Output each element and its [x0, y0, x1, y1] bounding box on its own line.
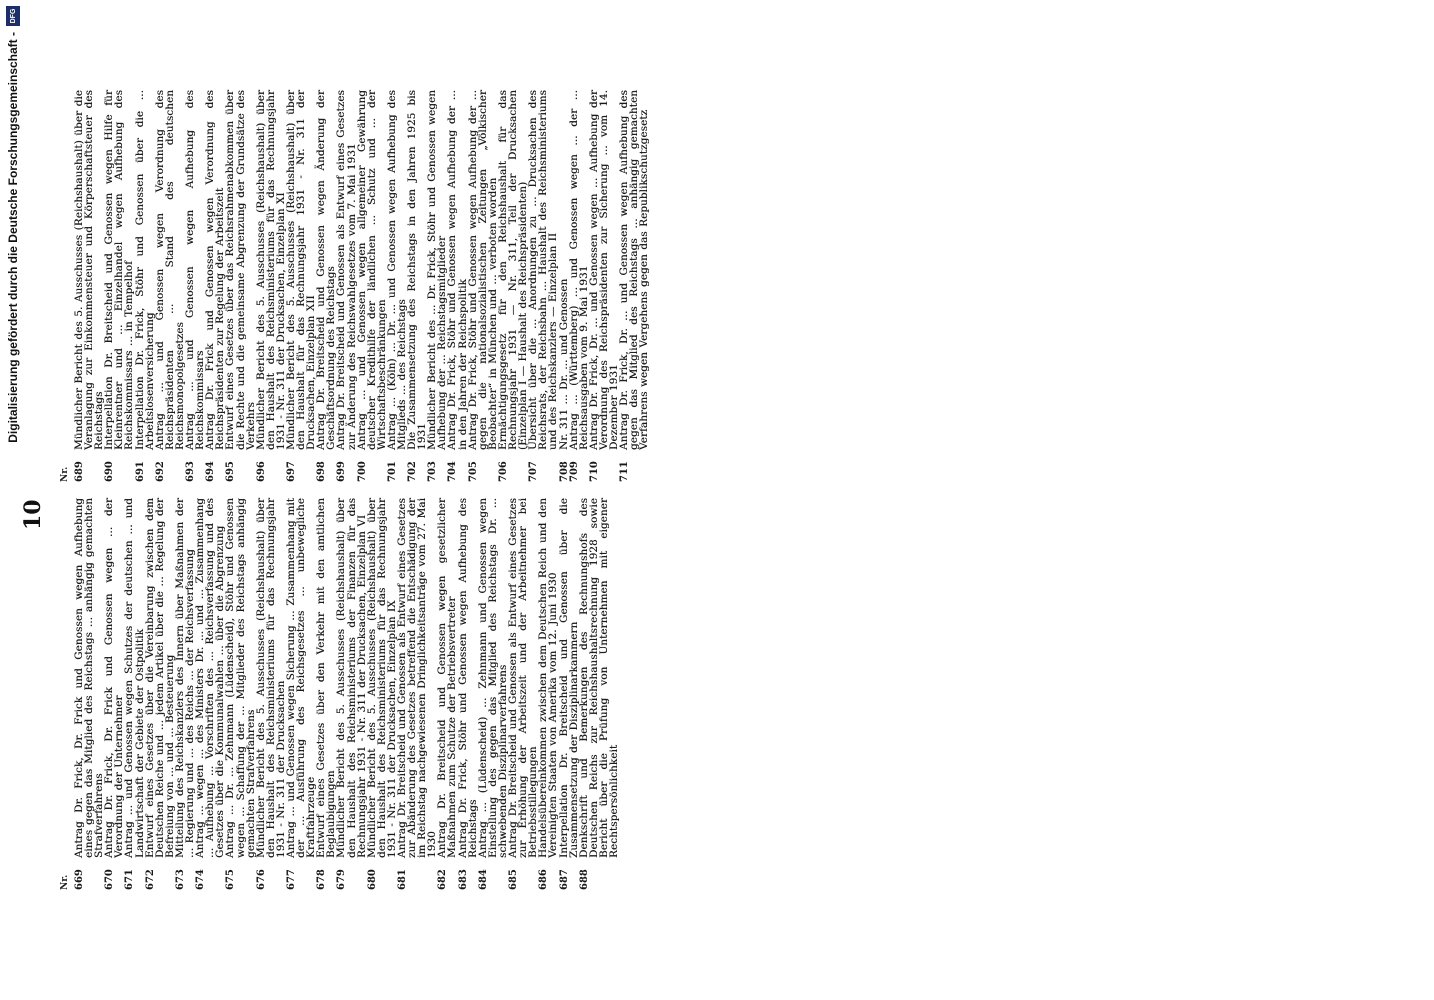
entry-text: Mündlicher Bericht des 5. Ausschusses (Reichshaushalt) über den Haushalt des Reichsministeriums der Finanzen für das Rechnungsjahr 1931 - Nr. 311 der Drucksachen, Einzelplan VI	[335, 498, 368, 858]
entry-number: 670	[104, 869, 116, 890]
entry-number: 701	[386, 461, 398, 482]
entry-number: 707	[528, 461, 540, 482]
list-item	[195, 498, 225, 890]
list-item	[569, 90, 589, 482]
list-item	[538, 498, 558, 890]
entry-text: Antrag ... und Genossen wegen Aufhebung des Reichskommissars	[184, 90, 207, 450]
entry-text: Ermächtigungsgesetz für den Reichshaushalt für das Rechnungsjahr 1931 — Nr. 311, Teil der Drucksachen (Einzelplan I — Haushalt des Reichspräsidenten)	[496, 90, 530, 450]
entry-number: 671	[124, 869, 136, 890]
entry-number: 674	[195, 869, 207, 890]
entry-number: 702	[407, 461, 419, 482]
entry-number: 683	[457, 869, 469, 890]
entry-text: Mündlicher Bericht des 5. Ausschusses (Reichshaushalt) über den Haushalt des Reichsministeriums für das Rechnungsjahr 1931 - Nr. 311 der Drucksachen	[254, 498, 287, 858]
entry-number: 704	[447, 461, 459, 482]
entry-number: 694	[205, 461, 217, 482]
entry-text: Antrag Dr. Breitscheid und Genossen wegen Änderung der Geschäftsordnung des Reichstags	[315, 90, 338, 450]
entry-text: Mündlicher Bericht des 5. Ausschusses (Reichshaushalt) über die Veranlagung zur Einkommensteuer und Körperschaftsteuer des Reichstags	[73, 90, 106, 450]
entry-text: Mündlicher Bericht des 5. Ausschusses (Reichshaushalt) über den Haushalt für das Rechnungsjahr 1931 - Nr. 311 der Drucksachen, Einzelplan XII	[284, 90, 318, 450]
entry-number: 669	[74, 869, 85, 890]
entry-number: 686	[538, 869, 550, 890]
entry-number: 684	[477, 869, 489, 890]
list-item	[357, 90, 387, 482]
entry-text: Antrag ... (Köln) ... Dr. ... und Genossen wegen Aufhebung des Mitglieds ... des Reichstags	[385, 90, 408, 450]
list-item	[579, 498, 619, 890]
list-item	[387, 90, 407, 482]
entry-list	[74, 498, 619, 890]
list-item	[175, 498, 195, 890]
list-item	[205, 90, 225, 482]
entry-number: 705	[467, 461, 479, 482]
entry-text: Entwurf eines Gesetzes über den Verkehr mit den amtlichen Beglaubigungen	[315, 498, 338, 858]
entry-text: Antrag ... und Genossen wegen Schutzes der deutschen ... und Landwirtschaft der Gebiete der Ostpolitik	[123, 498, 146, 858]
list-item	[468, 90, 498, 482]
entry-number: 699	[336, 461, 348, 482]
entry-text: Entwurf eines Gesetzes über die Vereinbarung zwischen dem Deutschen Reiche und ... jedem Artikel über die ... Regelung der Befreiung von ... und ... Besteuerung	[143, 498, 176, 858]
list-item	[74, 90, 104, 482]
entry-text: Antrag ... Dr. ... Zehnmann (Lüdenscheid), Stöhr und Genossen wegen ... Schaffung der ... Mitglieder des Reichstags anhängig gemachten Strafverfahrens	[224, 498, 257, 858]
entry-number: 706	[497, 461, 509, 482]
entry-number: 687	[558, 869, 570, 890]
entry-number: 711	[619, 461, 631, 482]
list-item	[74, 498, 104, 890]
entry-text: Entwurf eines Gesetzes über das Reichsrahmenabkommen über die Rechte und die gemeinsame Abgrenzung der Grundsätze des Verkehrs	[224, 90, 257, 450]
list-item	[225, 90, 255, 482]
list-item	[135, 90, 155, 482]
list-item	[427, 90, 447, 482]
list-item	[559, 498, 579, 890]
entry-number: 675	[225, 869, 237, 890]
entry-text: Handelsübereinkommen zwischen dem Deutschen Reich und den Vereinigten Staaten von Amerika vom 12. Juni 1930	[537, 498, 560, 858]
entry-number: 672	[144, 869, 156, 890]
entry-text: Antrag ... und Genossen wegen Sicherung ... Zusammenhang mit der ... Ausführung des Reichsgesetzes ... unbewegliche Kraftfahrzeuge	[284, 498, 318, 858]
list-item	[286, 498, 316, 890]
entry-number: 682	[437, 869, 449, 890]
column-right	[60, 498, 619, 890]
entry-list	[74, 90, 649, 482]
dfg-logo-icon: DFG	[6, 6, 20, 26]
entry-number: 690	[104, 461, 116, 482]
entry-text: Mitteilung des Reichskanzlers des Innern über Maßnahmen der ... Regierung und ... des Reichs ... der Reichsverfassung	[173, 498, 197, 858]
entry-text: Nr. 311 ... Dr. ... und Genossen	[557, 278, 570, 450]
list-item	[508, 498, 538, 890]
list-item	[407, 90, 427, 482]
entry-text: Antrag Dr. Breitscheid und Genossen wegen gesetzlicher Maßnahmen zum Schutze der Betriebsvertreter	[436, 498, 459, 858]
list-item	[528, 90, 558, 482]
list-item	[619, 90, 649, 482]
entry-number: 693	[185, 461, 197, 482]
entry-text: Antrag Dr. Frick, Stöhr und Genossen wegen Aufhebung des Reichstags	[456, 498, 479, 858]
entry-text: Mündlicher Bericht des 5. Ausschusses (Reichshaushalt) über den Haushalt des Reichsministeriums für das Rechnungsjahr 1931 - Nr. 311 der Drucksachen, Einzelplan IX	[365, 498, 398, 858]
entry-text: Antrag Dr. Frick, Dr. Frick und Genossen wegen ... der Verordnung der Unternehmer	[103, 498, 126, 858]
list-item	[589, 90, 619, 482]
list-item	[397, 498, 437, 890]
list-item	[104, 498, 124, 890]
entry-text: Interpellation Dr. Breitscheid und Genossen wegen Hilfe für Kleinrentner und ... Einzelhandel wegen Aufhebung des Reichskommissars ... in Tempelhof	[103, 90, 136, 450]
column-label: Nr.	[60, 466, 70, 482]
list-item	[316, 90, 336, 482]
list-item	[458, 498, 478, 890]
entry-text: Antrag ... und Genossen wegen allgemeiner Gewährung deutscher Kredithilfe der ländlichen ... Schutz und ... der Wirtschaftsbeschränkungen	[355, 90, 388, 450]
list-item	[336, 90, 356, 482]
entry-number: 696	[255, 461, 267, 482]
entry-number: 680	[366, 869, 378, 890]
entry-number: 708	[558, 461, 570, 482]
entry-number: 691	[134, 461, 146, 482]
entry-text: Antrag ... und Genossen wegen Verordnung des Reichspräsidenten ... Stand des deutschen Reichsmonopolgesetzes	[153, 90, 186, 450]
entry-text: Antrag Dr. Frick, Stöhr und Genossen wegen Aufhebung der ... gegen die nationalsozialistischen Zeitungen „Völkischer Beobachter“ in München und ... verboten worden	[466, 90, 499, 450]
column-label: Nr.	[60, 874, 70, 890]
entry-text: Denkschrift und Bemerkungen des Rechnungshofs des Deutschen Reichs zur Reichshaushaltsrechnung 1928 sowie Bericht über die Prüfung von Unternehmen mit eigener Rechtspersönlichkeit	[577, 498, 620, 858]
entry-number: 697	[285, 461, 297, 482]
entry-number: 700	[356, 461, 368, 482]
list-item	[447, 90, 467, 482]
list-item	[437, 498, 457, 890]
list-item	[478, 498, 508, 890]
entry-text: Antrag Dr. Breitscheid und Genossen als Entwurf eines Gesetzes zur Erhöhung der Arbeitszeit und der Arbeitnehmer bei Betriebsstillegungen	[507, 498, 540, 858]
column-left	[60, 90, 649, 482]
entry-number: 679	[336, 869, 348, 890]
entry-text: Interpellation Dr. Breitscheid und Genossen über die Zusammensetzung der Disziplinarkammern	[557, 498, 580, 858]
list-item	[104, 90, 134, 482]
list-item	[225, 498, 255, 890]
entry-number: 692	[154, 461, 166, 482]
entry-text: Antrag Dr. Frick und Genossen wegen Verordnung des Reichspräsidenten zur Regelung der Arbeitszeit	[204, 90, 227, 450]
list-item	[286, 90, 316, 482]
entry-number: 677	[285, 869, 297, 890]
entry-text: Übersicht über die ... Anordnungen zu ... Drucksachen des Reichsrats, der Reichsbahn ... Haushalt des Reichsministeriums und des Reichskanzlers — Einzelplan II	[527, 90, 560, 450]
entry-text: Antrag ... wegen ... des Ministers Dr. ... und ... Zusammenhang ... Aufhebung ... Vorschriften des ... Reichsverfassung und des Gesetzes über die Kommunalwahlen ... über die Abgrenzung	[194, 498, 227, 858]
entry-text: Antrag Dr. Frick, Dr. ... und Genossen wegen ... Aufhebung der Verordnung des Reichspräsidenten zur Sicherung ... vom 14. Dezember 1931	[587, 90, 620, 450]
entry-number: 710	[588, 461, 600, 482]
digitization-footer: Digitalisierung gefördert durch die Deutsche Forschungsgemeinschaft -	[6, 32, 20, 443]
entry-text: Antrag Dr. Frick, Dr. Frick und Genossen wegen Aufhebung eines gegen das Mitglied des Reichstags ... anhängig gemachten Strafverfahrens	[73, 498, 106, 858]
list-item	[498, 90, 528, 482]
list-item	[145, 498, 175, 890]
entry-number: 695	[225, 461, 237, 482]
entry-text: Mündlicher Bericht des ... Dr. Frick, Stöhr und Genossen wegen Aufhebung der ... Reichstagsmitglieder	[426, 90, 449, 450]
list-item	[336, 498, 366, 890]
entry-number: 709	[568, 461, 580, 482]
entry-text: Die Zusammensetzung des Reichstags in den Jahren 1925 bis 1931	[406, 90, 429, 450]
list-item	[367, 498, 397, 890]
entry-number: 685	[508, 869, 520, 890]
entry-text: Antrag Dr. Breitscheid und Genossen als Entwurf eines Gesetzes zur Abänderung des Gesetzes betreffend die Entschädigung der im Reichstag nachgewiesenen Dringlichkeitsanträge vom 27. Mai 1930	[396, 498, 439, 858]
entry-number: 681	[397, 869, 408, 890]
entry-number: 673	[174, 869, 186, 890]
list-item	[124, 498, 144, 890]
list-item	[316, 498, 336, 890]
entry-text: Antrag ... (Württemberg) ... und Genossen wegen ... der ... Reichsausgaben vom 9. Mai 1931	[567, 90, 590, 450]
entry-text: Antrag Dr. Frick, Dr. ... und Genossen wegen Aufhebung des gegen das Mitglied des Reichstags ... anhängig gemachten Verfahrens wegen Vergehens gegen das Republikschutzgesetz	[618, 90, 651, 450]
entry-number: 676	[255, 869, 267, 890]
entry-text: Antrag Dr. Frick, Stöhr und Genossen wegen Aufhebung der ... in den Jahren der Reichspolitik	[446, 90, 469, 450]
list-item	[256, 498, 286, 890]
entry-text: Mündlicher Bericht des 5. Ausschusses (Reichshaushalt) über den Haushalt des Reichsministeriums für das Rechnungsjahr 1931 - Nr. 311 der Drucksachen, Einzelplan XI	[254, 90, 287, 450]
entry-number: 698	[316, 461, 328, 482]
list-item	[155, 90, 185, 482]
list-item	[256, 90, 286, 482]
list-item	[185, 90, 205, 482]
page-number: 10	[20, 499, 46, 530]
entry-number: 689	[74, 461, 85, 482]
entry-number: 678	[316, 869, 328, 890]
entry-text: Antrag Dr. Breitscheid und Genossen als Entwurf eines Gesetzes zur Änderung des Reichswahlgesetzes vom 7. Mai 1931	[335, 90, 358, 450]
entry-number: 688	[578, 869, 590, 890]
entry-text: Interpellation Dr. Frick, Stöhr und Genossen über die ... Arbeitslosenversicherung	[133, 90, 156, 450]
entry-number: 703	[427, 461, 439, 482]
entry-text: Antrag ... (Lüdenscheid) ... Zehnmann und Genossen wegen Einstellung des gegen das Mitglied des Reichstags Dr. ... schwebenden Disziplinarverfahrens	[476, 498, 509, 858]
